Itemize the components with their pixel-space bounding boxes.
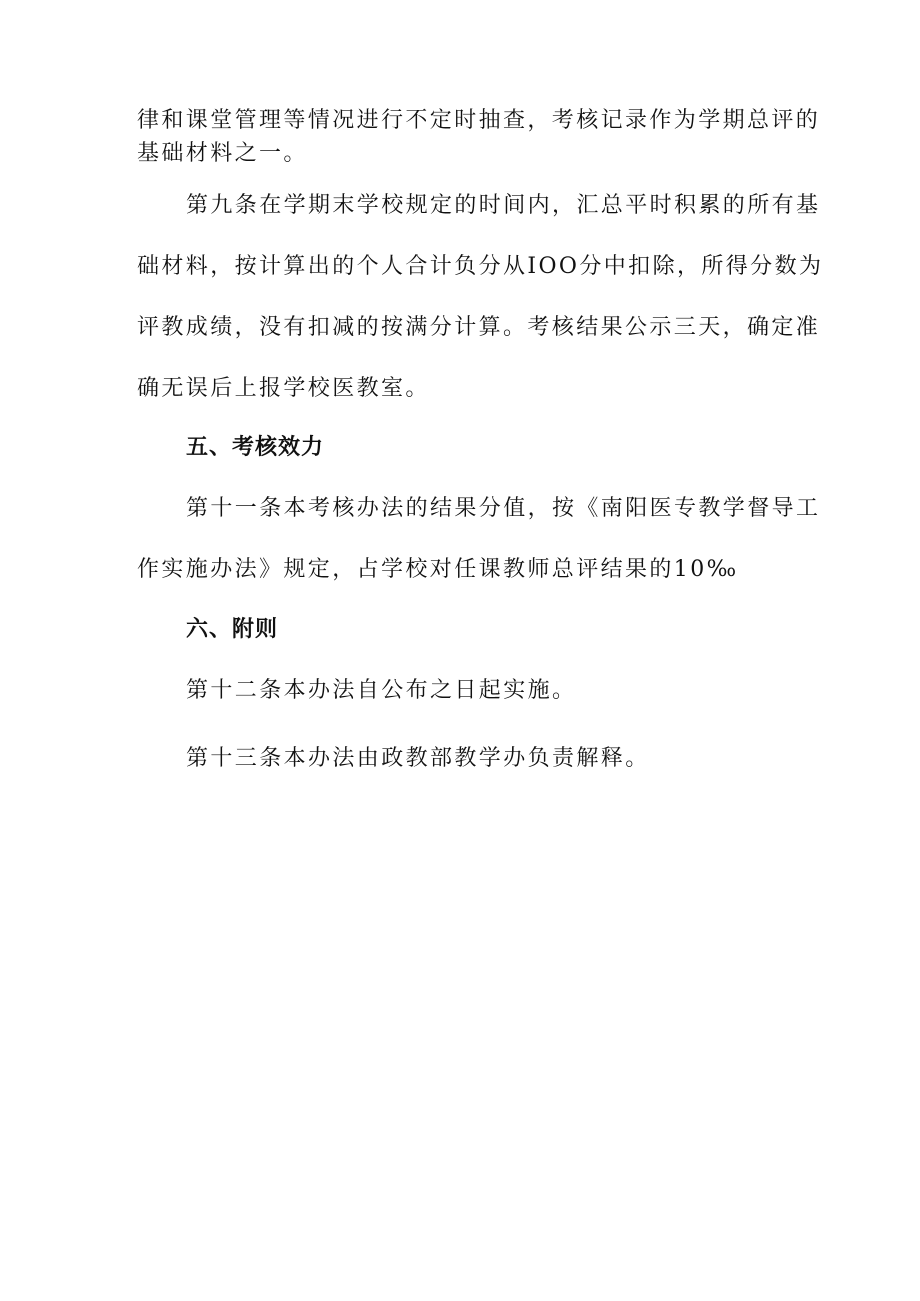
article-9-line-4: 确无误后上报学校医教室。 [137, 376, 430, 401]
intro-line-1: 律和课堂管理等情况进行不定时抽查，考核记录作为学期总评的 [137, 108, 821, 133]
article-11-line-1: 第十一条本考核办法的结果分值，按《南阳医专教学督导工 [186, 496, 821, 521]
article-11-line-2: 作实施办法》规定，占学校对任课教师总评结果的10‰ [137, 557, 739, 582]
article-12: 第十二条本办法自公布之日起实施。 [186, 678, 577, 703]
intro-line-2: 基础材料之一。 [137, 141, 308, 166]
section-5-heading: 五、考核效力 [186, 435, 325, 460]
article-13: 第十三条本办法由政教部教学办负责解释。 [186, 746, 650, 771]
article-9-line-2: 础材料，按计算出的个人合计负分从IOO分中扣除，所得分数为 [137, 254, 824, 279]
section-6-heading: 六、附则 [186, 617, 279, 642]
article-9-line-1: 第九条在学期末学校规定的时间内，汇总平时积累的所有基 [186, 193, 821, 218]
article-9-line-3: 评教成绩，没有扣减的按满分计算。考核结果公示三天，确定准 [137, 315, 821, 340]
